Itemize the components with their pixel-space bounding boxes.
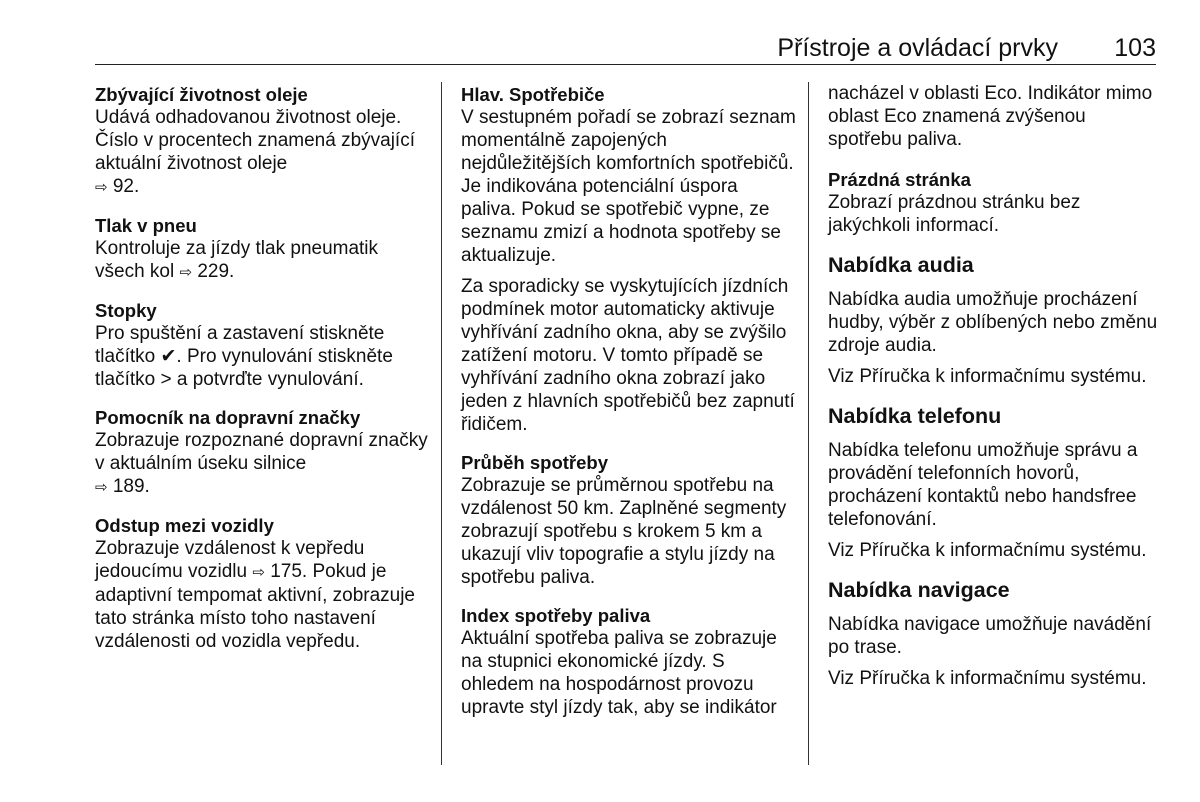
section-audio-menu (828, 252, 1163, 388)
section-heading: Zbývající životnost oleje (95, 84, 308, 105)
section-heading: Nabídka audia (828, 253, 974, 277)
continued-paragraph: nacházel v oblasti Eco. Indikátor mimo oblast Eco znamená zvýšenou spotřebu paliva. (828, 83, 1153, 150)
section-blank-page (828, 168, 1163, 237)
paragraph: Nabídka audia umožňuje procházení hudby, výběr z oblíbených nebo změnu zdroje audia. (828, 289, 1158, 356)
page-ref[interactable]: 175. (270, 561, 308, 582)
page-ref[interactable]: 229. (197, 261, 235, 282)
see-reference: Viz Příručka k informačnímu systému. (828, 540, 1147, 561)
column-2 (461, 82, 796, 734)
section-body: Zobrazuje rozpoznané dopravní značky v aktuálním úseku silnice ⇨ 189. (95, 430, 428, 497)
paragraph: Aktuální spotřeba paliva se zobrazuje na stupnici ekonomické jízdy. S ohledem na hospodárnost provozu upravte styl jízdy tak, aby se indikátor (461, 628, 777, 718)
column-1 (95, 82, 430, 668)
page-ref-icon: ⇨ (95, 179, 108, 196)
section-oil-life (95, 83, 430, 199)
section-heading: Stopky (95, 300, 157, 321)
section-heading: Hlav. Spotřebiče (461, 84, 605, 105)
paragraph: Nabídka telefonu umožňuje správu a provádění telefonních hovorů, procházení kontaktů nebo handsfree telefonování. (828, 440, 1138, 530)
section-consumption-history (461, 451, 796, 589)
section-body: Zobrazuje vzdálenost k vepředu jedoucímu vozidlu ⇨ 175. Pokud je adaptivní tempomat aktivní, zobrazuje tato stránka místo toho nastavení vzdálenosti od vozidla vepředu. (95, 538, 416, 652)
paragraph: Za sporadicky se vyskytujících jízdních podmínek motor automaticky aktivuje vyhřívání zadního okna, aby se zvýšilo zatížení motoru. V tomto případě se vyhřívání zadního okna zobrazí jako jeden z hlavních spotřebičů bez zapnutí řidičem. (461, 276, 795, 435)
page-ref-icon: ⇨ (252, 564, 265, 581)
section-heading: Pomocník na dopravní značky (95, 407, 361, 428)
page-number: 103 (1114, 34, 1156, 62)
section-heading: Tlak v pneu (95, 215, 197, 236)
section-body: Kontroluje za jízdy tlak pneumatik všech kol ⇨ 229. (95, 238, 379, 282)
see-reference: Viz Příručka k informačnímu systému. (828, 668, 1147, 689)
section-following-distance (95, 514, 430, 653)
section-tire-pressure (95, 214, 430, 284)
section-navigation-menu (828, 577, 1163, 690)
section-heading: Index spotřeby paliva (461, 605, 651, 626)
page-header (95, 30, 1156, 65)
check-icon: ✔ (160, 346, 177, 367)
section-heading: Průběh spotřeby (461, 452, 608, 473)
section-title: Přístroje a ovládací prvky (777, 34, 1058, 62)
section-heading: Odstup mezi vozidly (95, 515, 274, 536)
section-body: Udává odhadovanou životnost oleje. Číslo v procentech znamená zbývající aktuální životnost oleje ⇨ 92. (95, 107, 415, 197)
column-divider (808, 82, 809, 765)
section-stopwatch (95, 299, 430, 391)
page-ref-icon: ⇨ (179, 264, 193, 281)
chevron-right-icon: > (160, 369, 172, 390)
column-3 (828, 82, 1163, 705)
section-fuel-economy-index (461, 604, 796, 719)
section-phone-menu (828, 403, 1163, 562)
section-heading: Prázdná stránka (828, 169, 971, 190)
paragraph: Zobrazí prázdnou stránku bez jakýchkoli informací. (828, 192, 1081, 236)
see-reference: Viz Příručka k informačnímu systému. (828, 366, 1147, 387)
page-ref[interactable]: 92. (112, 176, 140, 197)
section-heading: Nabídka navigace (828, 578, 1010, 602)
paragraph: Zobrazuje se průměrnou spotřebu na vzdálenost 50 km. Zaplněné segmenty zobrazují spotřebu s krokem 5 km a ukazují vliv topografie a stylu jízdy na spotřebu paliva. (461, 475, 787, 588)
section-heading: Nabídka telefonu (828, 404, 1002, 428)
page-ref[interactable]: 189. (112, 476, 150, 497)
paragraph: Nabídka navigace umožňuje navádění po trase. (828, 614, 1152, 658)
page-ref-icon: ⇨ (95, 479, 108, 496)
column-divider (441, 82, 442, 765)
paragraph: V sestupném pořadí se zobrazí seznam momentálně zapojených nejdůležitějších komfortních spotřebičů. Je indikována potenciální úspora paliva. Pokud se spotřebič vypne, ze seznamu zmizí a hodnota spotřeby se aktualizuje. (461, 107, 796, 266)
section-body: Pro spuštění a zastavení stiskněte tlačítko ✔. Pro vynulování stiskněte tlačítko > a potvrďte vynulování. (95, 323, 393, 390)
section-main-consumers (461, 83, 796, 436)
section-traffic-sign-assistant (95, 406, 430, 499)
